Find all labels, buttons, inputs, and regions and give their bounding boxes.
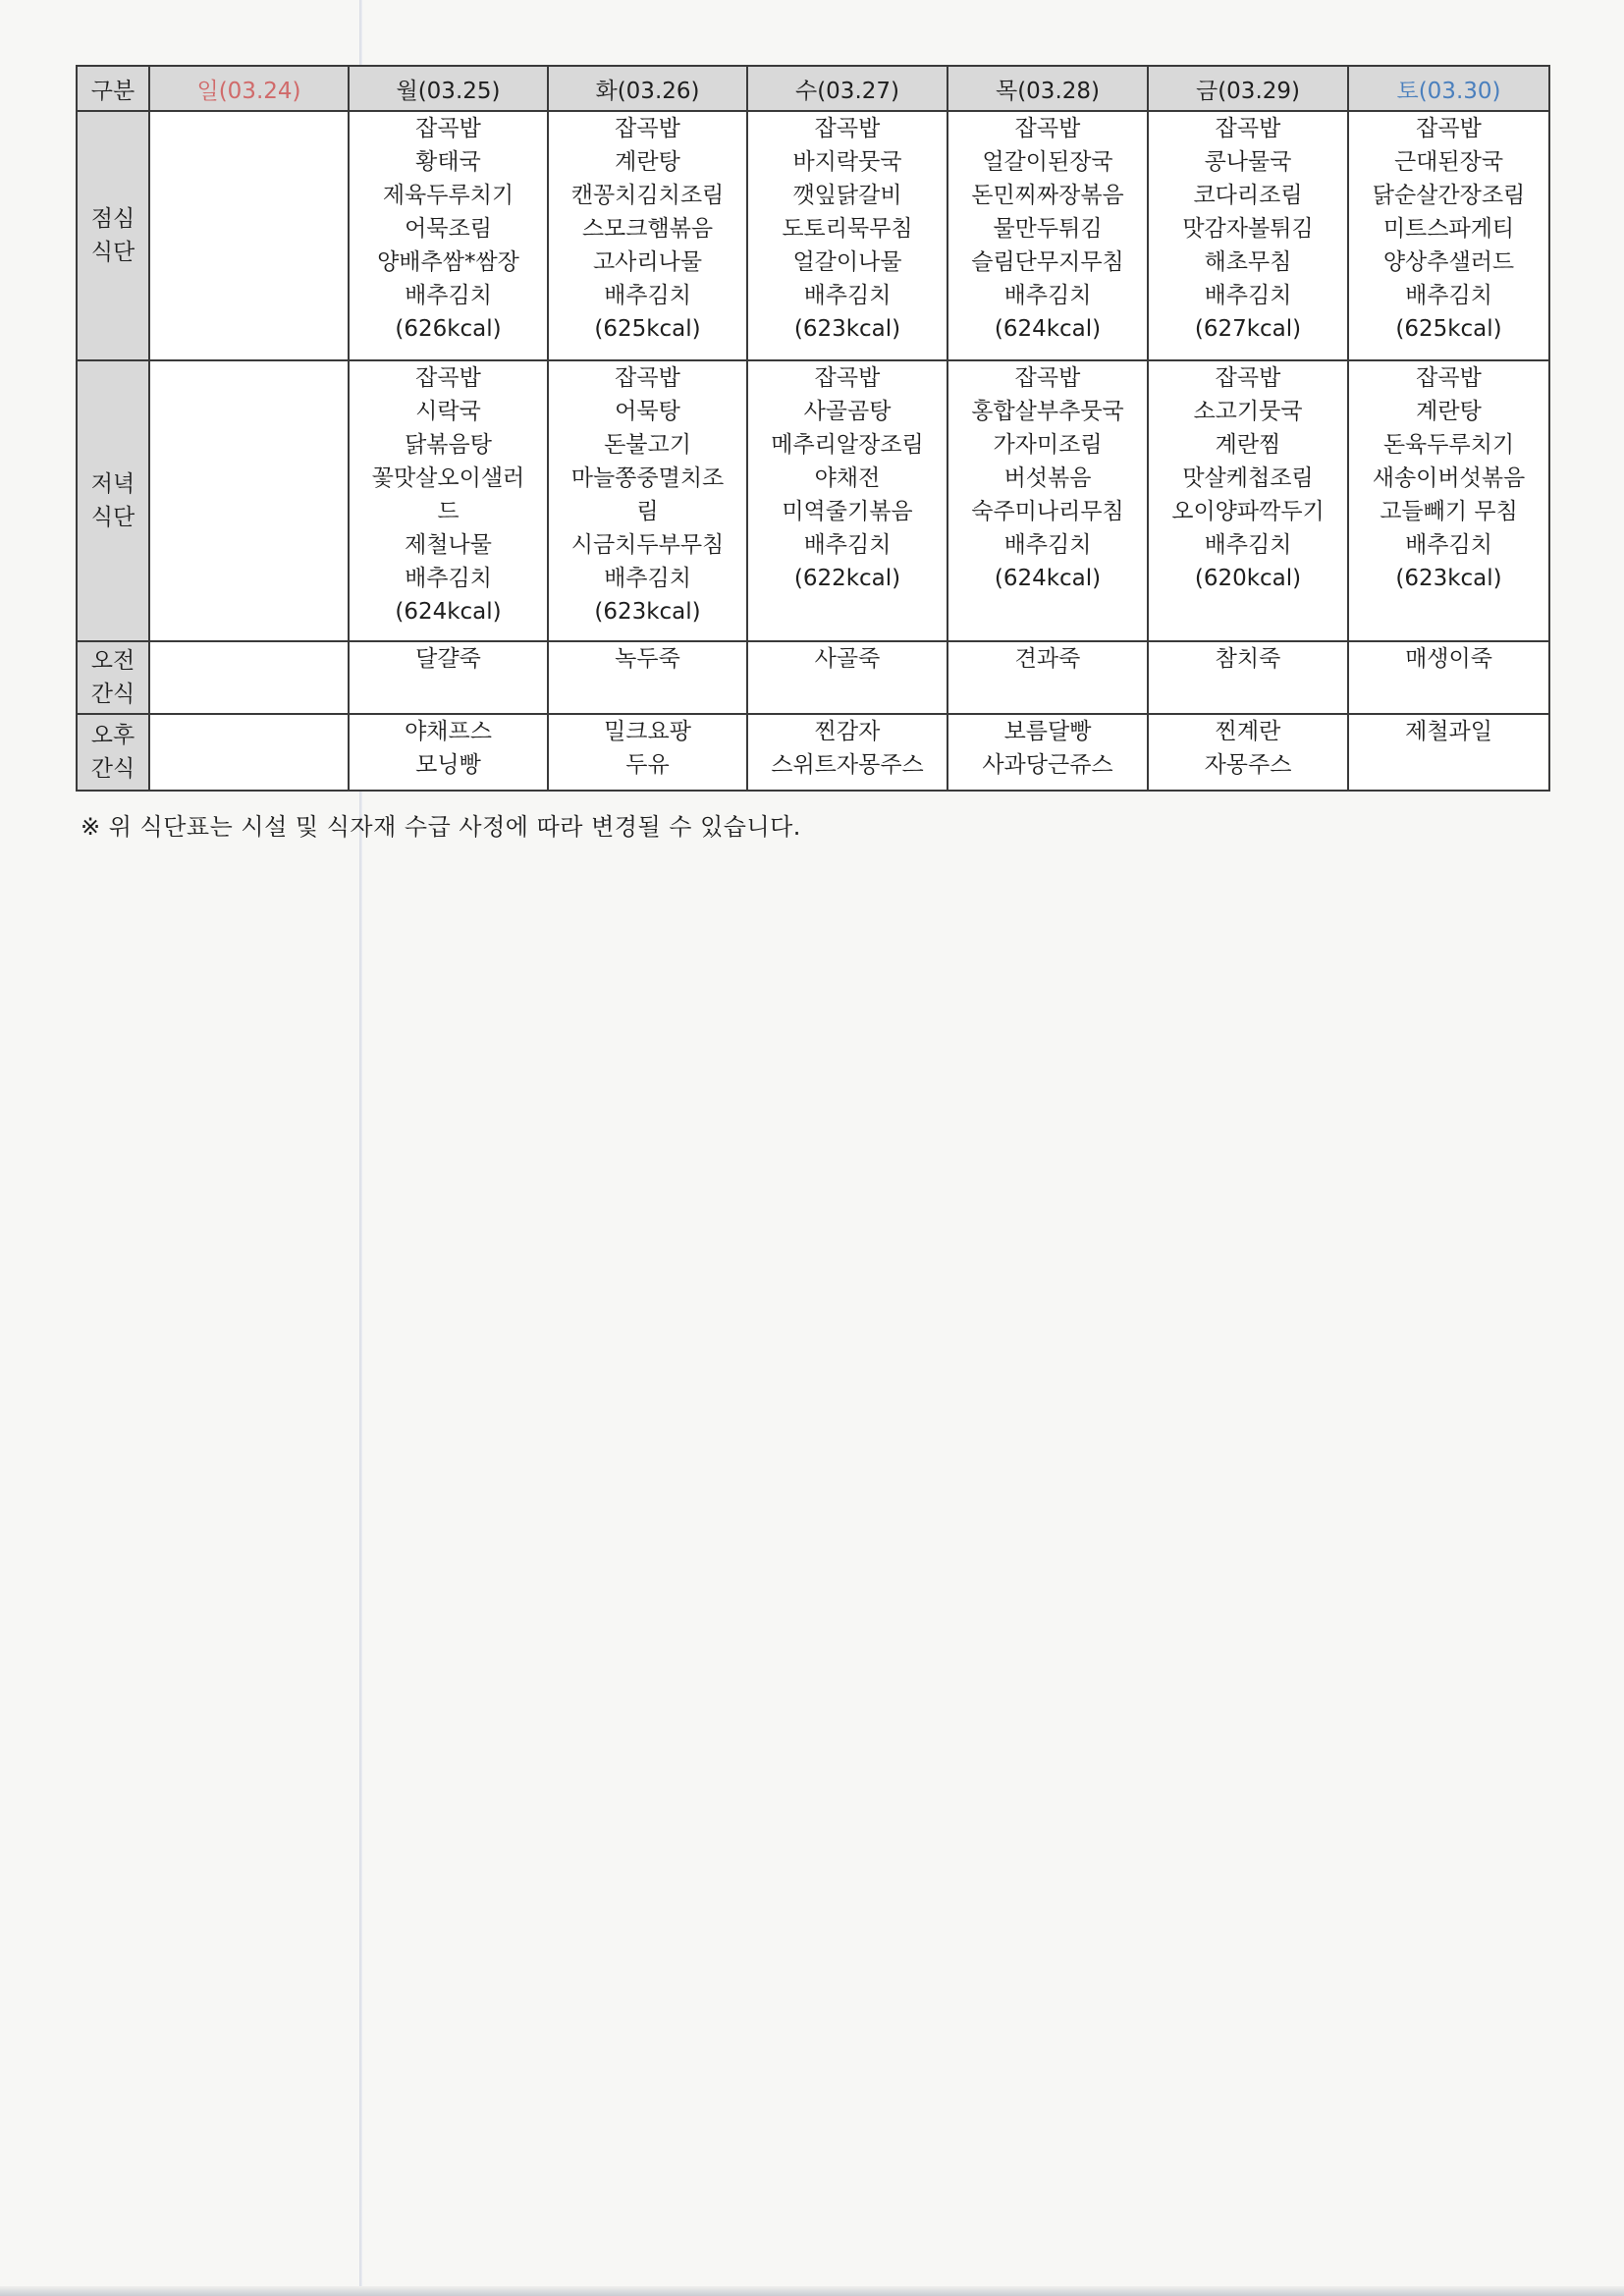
menu-item: 시금치두부무침: [570, 532, 725, 558]
menu-item: 메추리알장조림: [771, 432, 924, 458]
row-label-line: 간식: [90, 756, 135, 782]
lunch-row: [77, 111, 1549, 360]
menu-item: 깻잎닭갈비: [792, 183, 902, 208]
menu-item: 미역줄기볶음: [782, 499, 913, 524]
morning-snack-thu-cell: [947, 641, 1148, 714]
menu-item: 두유: [625, 752, 670, 778]
menu-item: 잡곡밥: [1014, 116, 1081, 141]
menu-item: 맛감자볼튀김: [1182, 216, 1314, 242]
menu-item: 해초무침: [1204, 249, 1292, 275]
morning-snack-fri-cell: [1148, 641, 1348, 714]
weekly-menu-table: [76, 65, 1550, 792]
afternoon-snack-row: [77, 714, 1549, 791]
menu-item: 사골죽: [814, 646, 881, 672]
day-header-sat: 토(03.30): [1348, 66, 1549, 111]
dinner-thu-cell: [947, 360, 1148, 641]
afternoon-snack-wed-cell: [747, 714, 947, 791]
menu-item: 계란탕: [615, 149, 680, 175]
menu-item: 모닝빵: [415, 752, 481, 778]
menu-item: 야채전: [814, 465, 881, 491]
menu-item: 배추김치: [1204, 532, 1292, 558]
menu-item: (622kcal): [793, 566, 901, 591]
menu-item: 계란탕: [1416, 399, 1482, 424]
menu-item: 얼갈이나물: [792, 249, 902, 275]
menu-item: 사골곰탕: [803, 399, 892, 424]
menu-item: 홍합살부추뭇국: [971, 399, 1124, 424]
afternoon-snack-sun-cell: [149, 714, 349, 791]
dinner-sun-cell: [149, 360, 349, 641]
menu-item: 찐계란: [1215, 719, 1281, 744]
menu-item: 잡곡밥: [415, 116, 481, 141]
menu-item: 잡곡밥: [615, 116, 680, 141]
menu-item: 잡곡밥: [814, 116, 881, 141]
menu-item: 스위트자몽주스: [771, 752, 924, 778]
menu-item: 보름달빵: [1003, 719, 1092, 744]
menu-item: 배추김치: [1003, 532, 1092, 558]
day-header-fri: 금(03.29): [1148, 66, 1348, 111]
row-label-line: 식단: [90, 240, 135, 265]
menu-item: 숙주미나리무침: [971, 499, 1124, 524]
menu-item: 배추김치: [604, 283, 691, 308]
row-label-lunch: [77, 111, 149, 360]
menu-item: 제육두루치기: [382, 183, 514, 208]
menu-item: (623kcal): [793, 316, 901, 342]
menu-item: 돈불고기: [604, 432, 691, 458]
day-header-tue: 화(03.26): [548, 66, 747, 111]
menu-item: 참치죽: [1215, 646, 1281, 672]
menu-item: 달걀죽: [415, 646, 481, 672]
row-label-line: 점심: [90, 206, 135, 232]
menu-item: 닭볶음탕: [405, 432, 492, 458]
lunch-fri-cell: [1148, 111, 1348, 360]
menu-item: 배추김치: [405, 566, 492, 591]
menu-item: 고들빼기 무침: [1380, 499, 1518, 524]
menu-item: 잡곡밥: [814, 365, 881, 391]
menu-item: 소고기뭇국: [1193, 399, 1303, 424]
menu-item: 찐감자: [814, 719, 881, 744]
menu-item: 드: [437, 499, 460, 524]
menu-item: (623kcal): [594, 599, 701, 625]
menu-item: 잡곡밥: [1215, 116, 1281, 141]
afternoon-snack-mon-cell: [349, 714, 548, 791]
menu-item: (620kcal): [1194, 566, 1302, 591]
row-label-line: 오전: [90, 648, 135, 674]
lunch-tue-cell: [548, 111, 747, 360]
menu-item: 새송이버섯볶음: [1372, 465, 1526, 491]
menu-item: 밀크요팡: [604, 719, 691, 744]
menu-item: 잡곡밥: [1014, 365, 1081, 391]
menu-item: (626kcal): [395, 316, 502, 342]
afternoon-snack-sat-cell: [1348, 714, 1549, 791]
menu-item: 배추김치: [1204, 283, 1292, 308]
dinner-fri-cell: [1148, 360, 1348, 641]
menu-item: 물만두튀김: [993, 216, 1103, 242]
menu-item: 마늘쫑중멸치조: [570, 465, 725, 491]
lunch-sun-cell: [149, 111, 349, 360]
menu-item: 닭순살간장조림: [1372, 183, 1526, 208]
menu-item: 배추김치: [1003, 283, 1092, 308]
day-header-sun: 일(03.24): [149, 66, 349, 111]
day-header-thu: 목(03.28): [947, 66, 1148, 111]
category-header: 구분: [77, 66, 149, 111]
lunch-thu-cell: [947, 111, 1148, 360]
menu-item: 녹두죽: [615, 646, 680, 672]
menu-item: 슬림단무지무침: [971, 249, 1124, 275]
menu-item: 꽃맛살오이샐러: [371, 465, 525, 491]
menu-item: 미트스파게티: [1382, 216, 1515, 242]
morning-snack-sat-cell: [1348, 641, 1549, 714]
menu-item: 계란찜: [1215, 432, 1281, 458]
row-label-line: 오후: [90, 723, 135, 748]
row-label-dinner: [77, 360, 149, 641]
row-label-morning-snack: [77, 641, 149, 714]
menu-item: 바지락뭇국: [792, 149, 902, 175]
menu-item: 콩나물국: [1204, 149, 1292, 175]
menu-item: 매생이죽: [1405, 646, 1492, 672]
row-label-line: 식단: [90, 505, 135, 530]
morning-snack-mon-cell: [349, 641, 548, 714]
dinner-tue-cell: [548, 360, 747, 641]
menu-item: 배추김치: [604, 566, 691, 591]
menu-item: 맛살케첩조림: [1182, 465, 1314, 491]
menu-item: (627kcal): [1194, 316, 1302, 342]
lunch-wed-cell: [747, 111, 947, 360]
menu-item: (624kcal): [395, 599, 502, 625]
menu-item: (625kcal): [1395, 316, 1502, 342]
menu-item: 어묵탕: [615, 399, 680, 424]
menu-item: 제철나물: [405, 532, 492, 558]
menu-item: 가자미조림: [993, 432, 1103, 458]
menu-item: (624kcal): [994, 566, 1102, 591]
menu-item: 잡곡밥: [415, 365, 481, 391]
menu-item: 림: [636, 499, 659, 524]
menu-item: (623kcal): [1395, 566, 1502, 591]
menu-item: 배추김치: [1405, 283, 1492, 308]
menu-item: (624kcal): [994, 316, 1102, 342]
menu-item: 양상추샐러드: [1382, 249, 1515, 275]
lunch-sat-cell: [1348, 111, 1549, 360]
menu-item: 고사리나물: [592, 249, 703, 275]
menu-item: 자몽주스: [1204, 752, 1292, 778]
menu-item: 코다리조림: [1193, 183, 1303, 208]
menu-item: 근대된장국: [1393, 149, 1504, 175]
day-header-wed: 수(03.27): [747, 66, 947, 111]
menu-item: 배추김치: [803, 532, 892, 558]
lunch-mon-cell: [349, 111, 548, 360]
morning-snack-sun-cell: [149, 641, 349, 714]
menu-item: 배추김치: [1405, 532, 1492, 558]
menu-item: 사과당근쥬스: [982, 752, 1113, 778]
menu-item: 캔꽁치김치조림: [570, 183, 725, 208]
menu-item: 잡곡밥: [1416, 116, 1482, 141]
menu-item: 제철과일: [1405, 719, 1492, 744]
menu-item: 잡곡밥: [1416, 365, 1482, 391]
dinner-sat-cell: [1348, 360, 1549, 641]
menu-item: 도토리묵무침: [782, 216, 913, 242]
menu-item: 스모크햄볶음: [581, 216, 714, 242]
menu-item: 야채프스: [405, 719, 492, 744]
afternoon-snack-tue-cell: [548, 714, 747, 791]
menu-item: 배추김치: [803, 283, 892, 308]
menu-item: 황태국: [415, 149, 481, 175]
dinner-wed-cell: [747, 360, 947, 641]
menu-item: 견과죽: [1014, 646, 1081, 672]
dinner-mon-cell: [349, 360, 548, 641]
morning-snack-tue-cell: [548, 641, 747, 714]
menu-item: 오이양파깍두기: [1171, 499, 1325, 524]
menu-item: (625kcal): [594, 316, 701, 342]
afternoon-snack-thu-cell: [947, 714, 1148, 791]
menu-item: 돈육두루치기: [1382, 432, 1515, 458]
menu-item: 버섯볶음: [1003, 465, 1092, 491]
menu-change-notice: ※ 위 식단표는 시설 및 식자재 수급 사정에 따라 변경될 수 있습니다.: [81, 813, 801, 841]
menu-item: 양배추쌈*쌈장: [377, 249, 519, 275]
morning-snack-row: [77, 641, 1549, 714]
menu-item: 어묵조림: [405, 216, 492, 242]
menu-item: 돈민찌짜장볶음: [971, 183, 1124, 208]
menu-item: 얼갈이된장국: [982, 149, 1113, 175]
row-label-line: 저녁: [90, 471, 135, 497]
day-header-mon: 월(03.25): [349, 66, 548, 111]
morning-snack-wed-cell: [747, 641, 947, 714]
dinner-row: [77, 360, 1549, 641]
afternoon-snack-fri-cell: [1148, 714, 1348, 791]
scan-bottom-edge: [0, 2286, 1624, 2296]
menu-item: 배추김치: [405, 283, 492, 308]
row-label-afternoon-snack: [77, 714, 149, 791]
menu-item: 잡곡밥: [1215, 365, 1281, 391]
header-row: [77, 66, 1549, 111]
menu-item: 잡곡밥: [615, 365, 680, 391]
menu-item: 시락국: [415, 399, 481, 424]
row-label-line: 간식: [90, 682, 135, 707]
